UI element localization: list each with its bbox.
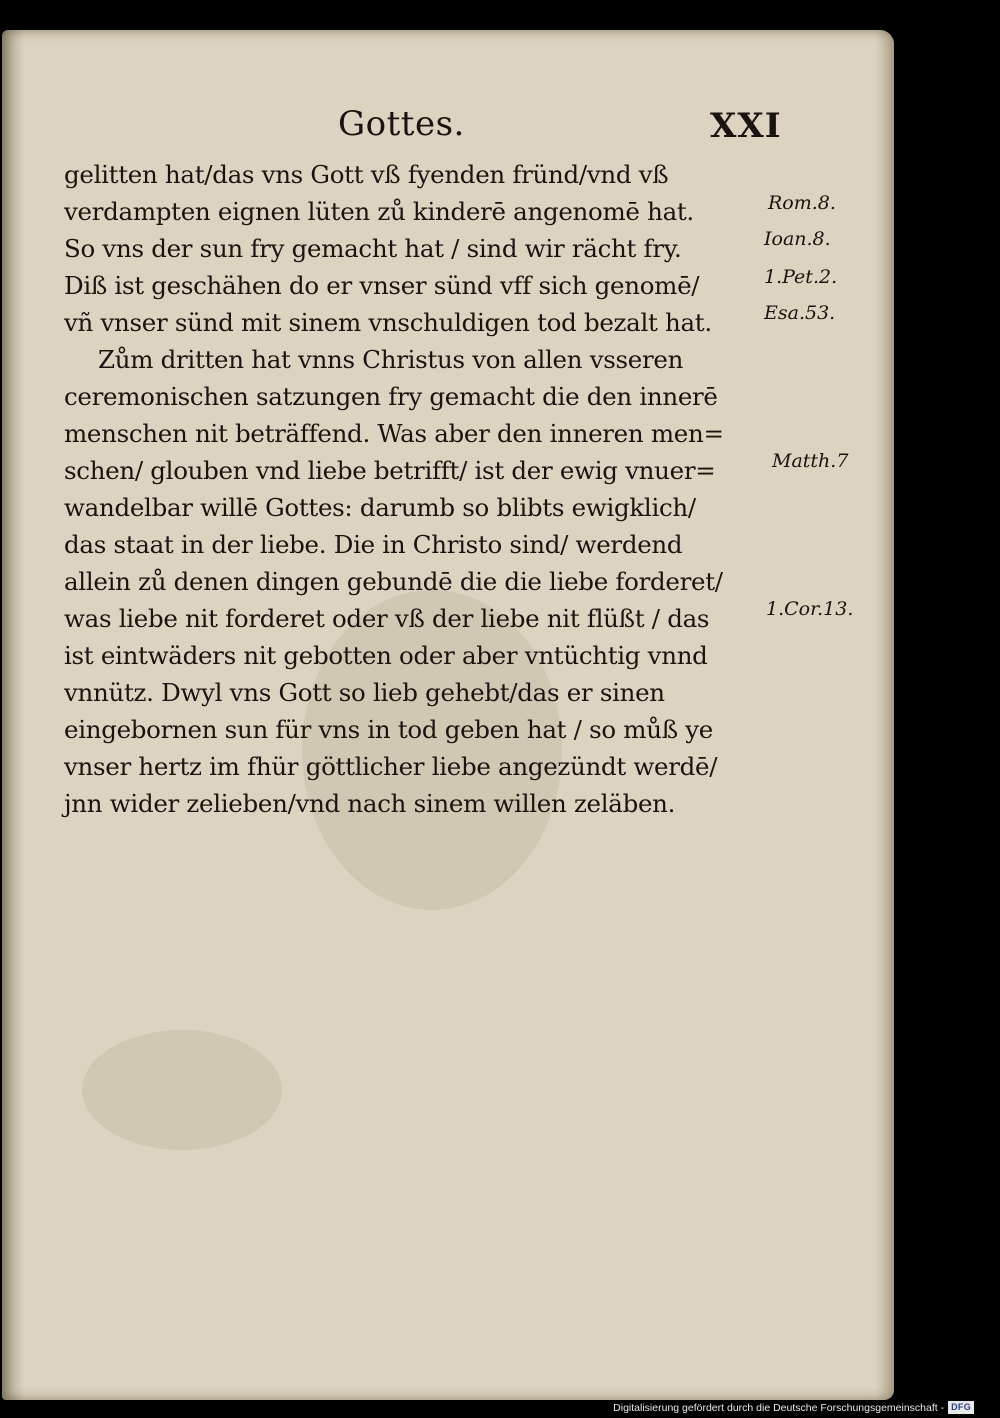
- dfg-logo: DFG: [948, 1401, 974, 1414]
- marginal-note: 1.Pet.2.: [764, 266, 838, 288]
- book-page: [2, 30, 894, 1400]
- spine-shadow: [2, 30, 24, 1400]
- text-line: das staat in der liebe. Die in Christo sind/ werdend: [64, 530, 683, 559]
- text-line: Diß ist geschähen do er vnser sünd vff sich genomē/: [64, 271, 700, 300]
- marginal-note: 1.Cor.13.: [766, 598, 854, 620]
- text-line: vnnütz. Dwyl vns Gott so lieb gehebt/das er sinen: [64, 678, 665, 707]
- text-line: wandelbar willē Gottes: darumb so blibts ewigklich/: [64, 493, 696, 522]
- digitization-credit: [613, 1401, 974, 1414]
- text-line: So vns der sun fry gemacht hat / sind wir rächt fry.: [64, 234, 682, 263]
- marginal-note: Rom.8.: [768, 192, 836, 214]
- text-line: ist eintwäders nit gebotten oder aber vntüchtig vnnd: [64, 641, 708, 670]
- running-title: Gottes.: [338, 104, 465, 144]
- text-line: menschen nit beträffend. Was aber den inneren men=: [64, 419, 724, 448]
- text-line: schen/ glouben vnd liebe betrifft/ ist der ewig vnuer=: [64, 456, 716, 485]
- credit-text: Digitalisierung gefördert durch die Deutsche Forschungsgemeinschaft -: [613, 1401, 945, 1414]
- marginal-note: Matth.7: [772, 450, 849, 472]
- text-line: was liebe nit forderet oder vß der liebe nit flüßt / das: [64, 604, 710, 633]
- folio-number: XXI: [710, 106, 782, 146]
- text-line: Zům dritten hat vnns Christus von allen vsseren: [98, 345, 684, 374]
- text-line: vnser hertz im fhür göttlicher liebe angezündt werdē/: [64, 752, 718, 781]
- body-text: [64, 156, 774, 822]
- text-line: verdampten eignen lüten zů kinderē angenomē hat.: [64, 197, 694, 226]
- text-line: ceremonischen satzungen fry gemacht die den innerē: [64, 382, 718, 411]
- text-line: allein zů denen dingen gebundē die die liebe forderet/: [64, 567, 723, 596]
- text-line: vñ vnser sünd mit sinem vnschuldigen tod bezalt hat.: [64, 308, 712, 337]
- text-line: gelitten hat/das vns Gott vß fyenden fründ/vnd vß: [64, 160, 669, 189]
- paper-stain: [82, 1030, 282, 1150]
- marginal-note: Esa.53.: [764, 302, 836, 324]
- text-line: eingebornen sun für vns in tod geben hat / so můß ye: [64, 715, 714, 744]
- text-line: jnn wider zelieben/vnd nach sinem willen zeläben.: [64, 789, 676, 818]
- marginal-note: Ioan.8.: [764, 228, 831, 250]
